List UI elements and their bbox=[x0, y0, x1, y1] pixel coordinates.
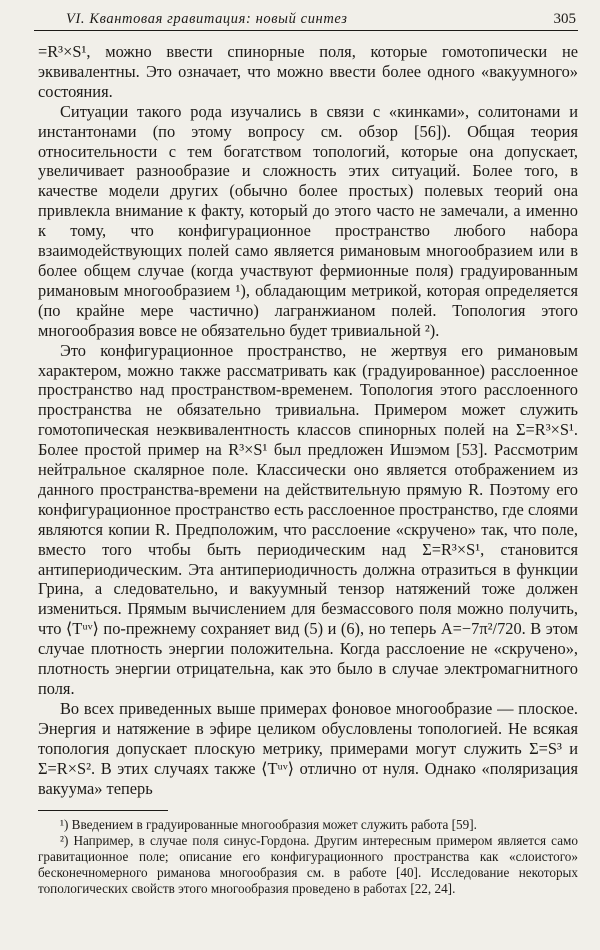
footnotes bbox=[38, 817, 578, 897]
paragraph: =R³×S¹, можно ввести спинорные поля, которые гомотопически не эквивалентны. Это означает, что можно ввести более одного «вакуумного» состояния. bbox=[38, 42, 578, 101]
paragraph: Во всех приведенных выше примерах фоновое многообразие — плоское. Энергия и натяжение в эфире целиком обусловлены топологией. Не всякая топология допускает плоскую метрику, примерами могут служить Σ=S³ и Σ=R×S². В этих случаях также ⟨Tᵘᵛ⟩ отлично от нуля. Однако «поляризация вакуума» теперь bbox=[38, 698, 578, 798]
chapter-title: VI. Квантовая гравитация: новый синтез bbox=[66, 11, 348, 27]
paragraph: Ситуации такого рода изучались в связи с «кинками», солитонами и инстантонами (по этому вопросу см. обзор [56]). Общая теория относительности с тем богатством топологий, которые она допускает, увеличивает разнообразие и сложность этих ситуаций. Более того, в качестве модели других (обычно более простых) полевых теорий она привлекла внимание к факту, который до этого часто не замечали, а именно к тому, что конфигурационное пространство любого набора взаимодействующих полей само является римановым многообразием или в более общем случае (когда участвуют фермионные поля) градуированным римановым многообразием ¹), обладающим метрикой, которая определяется (по крайне мере частично) лагранжианом полей. Топология этого многообразия вовсе не обязательно будет тривиальной ²). bbox=[38, 101, 578, 340]
main-text bbox=[38, 42, 578, 798]
running-head bbox=[38, 6, 578, 32]
book-page bbox=[38, 6, 578, 897]
page-number: 305 bbox=[553, 11, 576, 27]
footnote: ¹) Введением в градуированные многообразия может служить работа [59]. bbox=[60, 817, 477, 833]
footnote-rule bbox=[38, 810, 168, 811]
paragraph: Это конфигурационное пространство, не жертвуя его римановым характером, можно также рассматривать как (градуированное) расслоенное пространство над пространством-временем. Топология этого расслоенного пространства не обязательно тривиальна. Примером может служить гомотопическая неэквивалентность классов спинорных полей на Σ=R³×S¹. Более простой пример на R³×S¹ был предложен Ишэмом [53]. Рассмотрим нейтральное скалярное поле. Классически оно является отображением из данного пространства-времени на действительную прямую R. Поэтому его конфигурационное пространство есть расслоенное пространство, где слоями являются копии R. Предположим, что расслоение «скручено» так, что поле, вместо того чтобы быть периодическим над Σ=R³×S¹, становится антипериодическим. Эта антипериодичность должна отразиться в функции Грина, а следовательно, и вакуумный тензор натяжений тоже должен измениться. Прямым вычислением для безмассового поля можно получить, что ⟨Tᵘᵛ⟩ по-прежнему сохраняет вид (5) и (6), но теперь A=−7π²/720. В этом случае плотность энергии положительна. Когда расслоение не «скручено», плотность энергии отрицательна, как это было в случае электромагнитного поля. bbox=[38, 340, 578, 698]
header-rule bbox=[34, 30, 578, 31]
footnote: ²) Например, в случае поля синус-Гордона. Другим интересным примером является само гравитационное поле; описание его конфигурационного пространства как «слоистого» бесконечномерного риманова многообразия см. в работе [40]. Исследование некоторых топологических свойств этого многообразия проведено в работах [22, 24]. bbox=[38, 833, 578, 897]
